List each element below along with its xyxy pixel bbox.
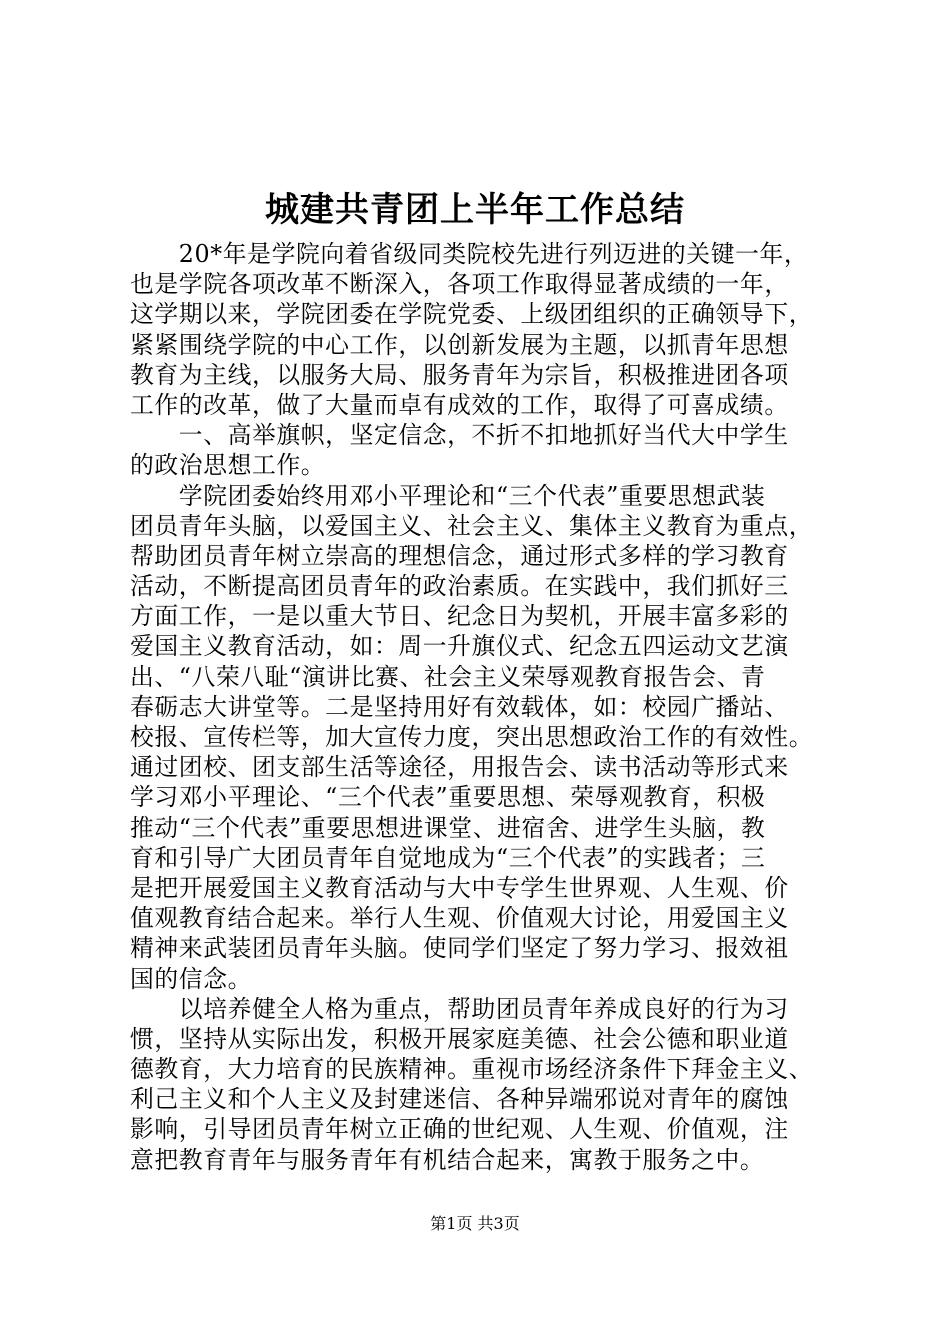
text-line: 值观教育结合起来。举行人生观、价值观大讨论，用爱国主义 <box>130 904 789 933</box>
text-line: 学习邓小平理论、“三个代表”重要思想、荣辱观教育，积极 <box>130 783 766 812</box>
text-line: 团员青年头脑，以爱国主义、社会主义、集体主义教育为重点， <box>130 511 814 540</box>
text-line: 一、高举旗帜，坚定信念，不折不扣地抓好当代大中学生 <box>130 421 789 450</box>
text-line: 的政治思想工作。 <box>130 451 326 480</box>
text-line: 以培养健全人格为重点，帮助团员青年养成良好的行为习 <box>130 994 789 1023</box>
text-line: 学院团委始终用邓小平理论和“三个代表”重要思想武装 <box>130 481 766 510</box>
text-line: 方面工作，一是以重大节日、纪念日为契机，开展丰富多彩的 <box>130 602 789 631</box>
text-line: 通过团校、团支部生活等途径，用报告会、读书活动等形式来 <box>130 753 789 782</box>
text-line: 春砺志大讲堂等。二是坚持用好有效载体，如：校园广播站、 <box>130 692 789 721</box>
page-footer: 第1页 共3页 <box>430 1214 520 1233</box>
text-line: 帮助团员青年树立崇高的理想信念，通过形式多样的学习教育 <box>130 541 789 570</box>
text-line: 精神来武装团员青年头脑。使同学们坚定了努力学习、报效祖 <box>130 934 789 963</box>
text-line: 这学期以来，学院团委在学院党委、上级团组织的正确领导下， <box>130 300 814 329</box>
text-line: 活动，不断提高团员青年的政治素质。在实践中，我们抓好三 <box>130 572 789 601</box>
text-line: 爱国主义教育活动，如：周一升旗仪式、纪念五四运动文艺演 <box>130 632 789 661</box>
text-line: 德教育，大力培育的民族精神。重视市场经济条件下拜金主义、 <box>130 1055 814 1084</box>
text-line: 20*年是学院向着省级同类院校先进行列迈进的关键一年， <box>130 240 809 268</box>
text-line: 也是学院各项改革不断深入，各项工作取得显著成绩的一年， <box>130 270 789 299</box>
text-line: 育和引导广大团员青年自觉地成为“三个代表”的实践者；三 <box>130 843 766 872</box>
text-line: 工作的改革，做了大量而卓有成效的工作，取得了可喜成绩。 <box>130 390 789 419</box>
text-line: 意把教育青年与服务青年有机结合起来，寓教于服务之中。 <box>130 1145 765 1174</box>
text-line: 校报、宣传栏等，加大宣传力度，突出思想政治工作的有效性。 <box>130 723 814 751</box>
text-line: 惯，坚持从实际出发，积极开展家庭美德、社会公德和职业道 <box>130 1024 789 1053</box>
text-line: 紧紧围绕学院的中心工作，以创新发展为主题，以抓青年思想 <box>130 330 789 359</box>
text-line: 是把开展爱国主义教育活动与大中专学生世界观、人生观、价 <box>130 873 789 902</box>
text-line: 影响，引导团员青年树立正确的世纪观、人生观、价值观，注 <box>130 1115 789 1144</box>
text-line: 国的信念。 <box>130 964 252 993</box>
document-title: 城建共青团上半年工作总结 <box>265 190 685 230</box>
text-line: 出、“八荣八耻“演讲比赛、社会主义荣辱观教育报告会、青 <box>130 662 766 691</box>
text-line: 推动“三个代表”重要思想进课堂、进宿舍、进学生头脑，教 <box>130 813 766 842</box>
document-body <box>130 239 830 1175</box>
text-line: 利己主义和个人主义及封建迷信、各种异端邪说对青年的腐蚀 <box>130 1085 789 1114</box>
text-line: 教育为主线，以服务大局、服务青年为宗旨，积极推进团各项 <box>130 360 789 389</box>
